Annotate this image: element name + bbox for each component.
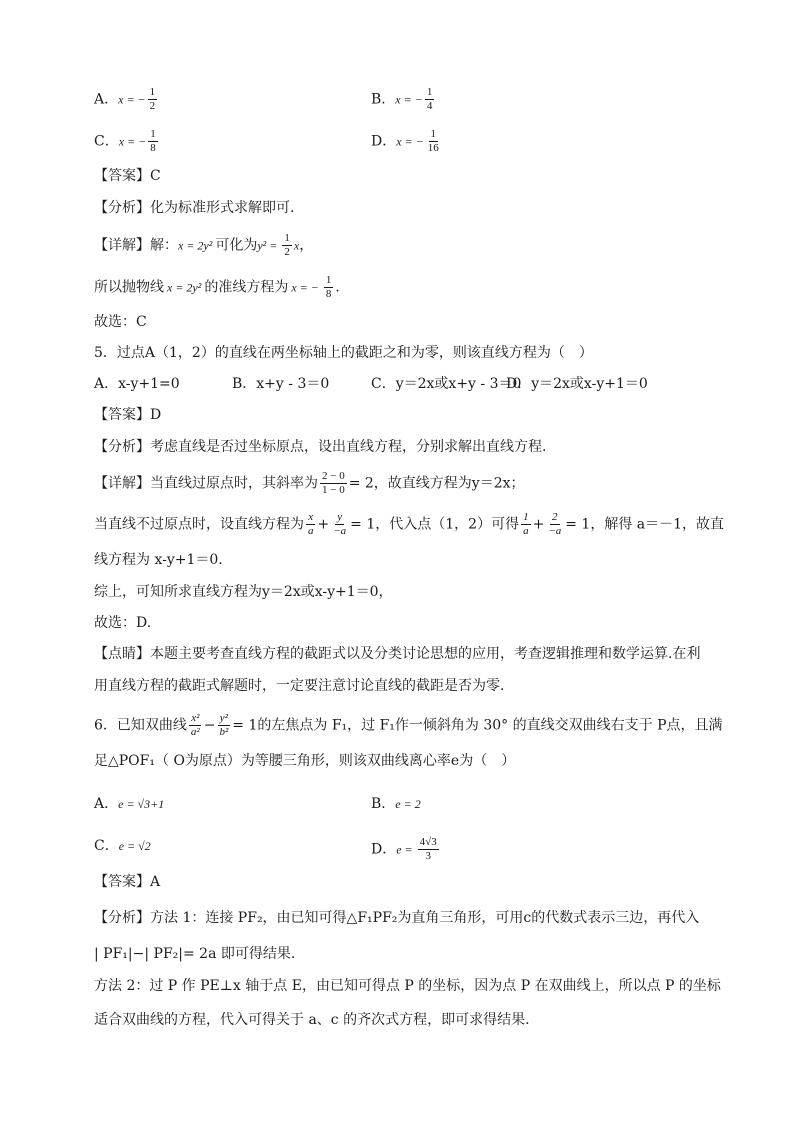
q4-option-b: B．x = − $\frac{1}{4}$ — [371, 86, 433, 112]
q5-comment-line1: 【点睛】本题主要考查直线方程的截距式以及分类讨论思想的应用，考查逻辑推理和数学运算.在利 — [94, 646, 701, 662]
q6-analysis-line1: 【分析】方法 1：连接 PF₂，由已知可得△F₁PF₂为直角三角形，可用c的代数式表示三边，再代入 — [94, 910, 700, 926]
q6-analysis-line3: 方法 2：过 P 作 PE⊥x 轴于点 E，由已知可得点 P 的坐标，因为点 P 在双曲线上，所以点 P 的坐标 — [94, 978, 721, 994]
q6-option-d: D．e = $\frac{4√3}{3}$ — [371, 836, 437, 862]
q4-option-c: C．x = − $\frac{1}{8}$ — [94, 128, 156, 154]
q6-analysis-line4: 适合双曲线的方程，代入可得关于 a、c 的齐次式方程，即可求得结果. — [94, 1012, 530, 1028]
q6-answer: 【答案】A — [94, 874, 161, 890]
q5-choose: 故选：D. — [94, 615, 152, 631]
q5-stem: 5．过点A（1，2）的直线在两坐标轴上的截距之和为零，则该直线方程为（ ） — [94, 345, 593, 361]
q5-option-c: C．y＝2x或x+y - 3＝0 — [371, 376, 522, 392]
q4-detail: 【详解】解：x = 2y² 可化为y² = $\frac{1}{2}$ x， — [94, 232, 314, 258]
q6-option-a: A．e = √3+1 — [94, 796, 165, 812]
q6-option-b: B．e = 2 — [371, 796, 421, 812]
q5-detail-line2: 当直线不过原点时，设直线方程为 $\frac{x}{a}$ + $\frac{y}{-a}$ = 1，代入点（1，2）可得 $\frac{1}{a}$ + $\frac{2}{-a}$ = 1，解得 a＝－1，故直 — [94, 511, 725, 537]
q5-summary: 综上，可知所求直线方程为y＝2x或x-y+1＝0， — [94, 584, 393, 600]
q5-analysis: 【分析】考虑直线是否过坐标原点，设出直线方程，分别求解出直线方程. — [94, 439, 547, 455]
q4-answer: 【答案】C — [94, 168, 161, 184]
q5-answer: 【答案】D — [94, 407, 162, 423]
q5-detail: 【详解】当直线过原点时，其斜率为 $\frac{2 - 0}{1 - 0}$ = 2，故直线方程为y＝2x； — [94, 470, 525, 496]
q6-analysis-line2: | PF₁|−| PF₂|= 2a 即可得结果. — [94, 946, 296, 962]
q6-stem: 6．已知双曲线 $\frac{\text{x²}}{\text{a²}}$ − $\frac{\text{y²}}{\text{b²}}$ = 1的左焦点为 F₁，过 F₁作一倾斜角为 30° 的直线交双曲线右支于 P点，且满 — [94, 712, 723, 738]
q6-option-c: C．e = √2 — [94, 838, 151, 854]
q4-conclusion: 所以抛物线 x = 2y² 的准线方程为 x = − $\frac{1}{8}$ ． — [94, 274, 350, 300]
q6-stem-line2: 足△POF₁（ O为原点）为等腰三角形，则该双曲线离心率e为（ ） — [94, 753, 516, 769]
q4-option-a: A．x = − $\frac{1}{2}$ — [94, 86, 156, 112]
q4-choose: 故选：C — [94, 314, 147, 330]
q5-option-a: A．x-y+1=0 — [94, 376, 180, 392]
q5-option-d: D．y＝2x或x-y+1＝0 — [506, 376, 648, 392]
q4-analysis: 【分析】化为标准形式求解即可. — [94, 200, 295, 216]
q5-option-b: B．x+y - 3＝0 — [232, 376, 330, 392]
q5-detail-line3: 线方程为 x-y+1＝0. — [94, 552, 223, 568]
q5-comment-line2: 用直线方程的截距式解题时，一定要注意讨论直线的截距是否为零. — [94, 678, 505, 694]
q4-option-d: D．x = − $\frac{1}{16}$ — [371, 128, 439, 154]
